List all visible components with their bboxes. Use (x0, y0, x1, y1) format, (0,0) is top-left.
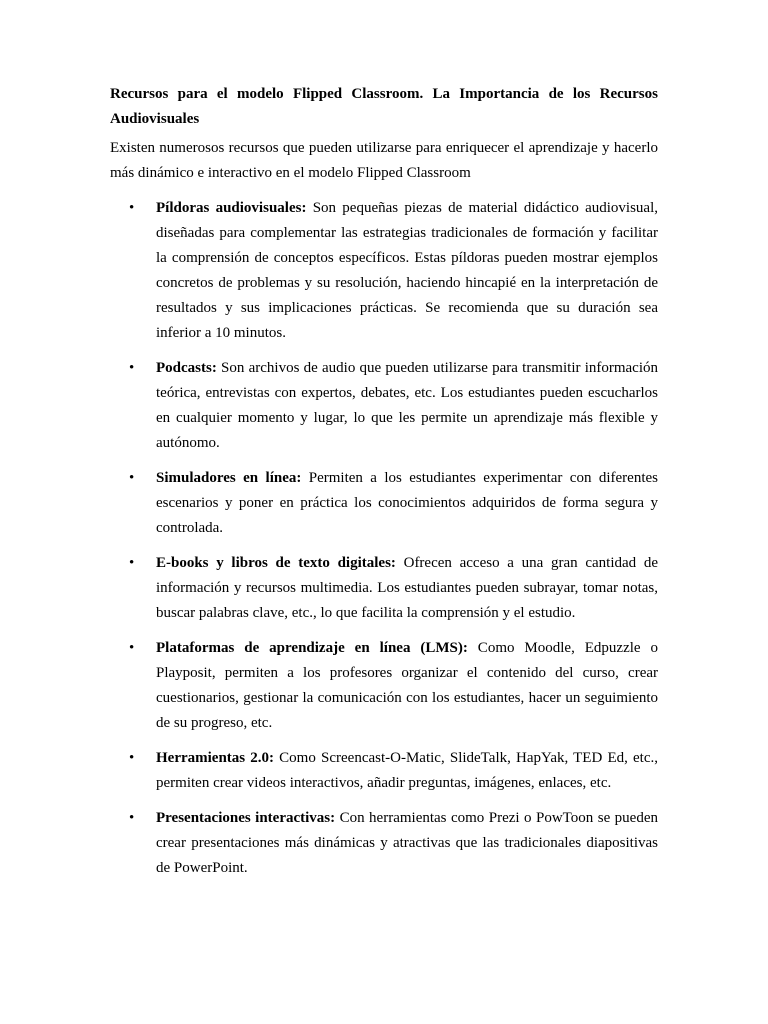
resource-list (110, 196, 658, 881)
list-item (110, 551, 658, 626)
item-term: Presentaciones interactivas: (156, 810, 336, 826)
list-item (110, 196, 658, 346)
bullet-icon: • (129, 360, 135, 376)
item-term: Herramientas 2.0: (156, 750, 275, 766)
document-page (110, 82, 658, 891)
item-text: Son pequeñas piezas de material didáctico audiovisual, diseñadas para complementar las estrategias tradicionales de formación y facilitar la comprensión de conceptos específicos. Estas píldoras pueden mostrar ejemplos concretos de problemas y su resolución, haciendo hincapié en la interpretación de resultados y sus implicaciones prácticas. Se recomienda que su duración sea inferior a 10 minutos. (156, 200, 658, 341)
list-item (110, 466, 658, 541)
item-term: E-books y libros de texto digitales: (156, 555, 396, 571)
item-text: Como Screencast-O-Matic, SlideTalk, HapYak, TED Ed, etc., permiten crear videos interactivos, añadir preguntas, imágenes, enlaces, etc. (156, 750, 658, 791)
bullet-icon: • (129, 470, 135, 486)
bullet-icon: • (129, 810, 135, 826)
bullet-icon: • (129, 555, 135, 571)
item-text: Con herramientas como Prezi o PowToon se pueden crear presentaciones más dinámicas y atractivas que las tradicionales diapositivas de PowerPoint. (156, 810, 658, 876)
bullet-icon: • (129, 200, 135, 216)
item-text: Ofrecen acceso a una gran cantidad de información y recursos multimedia. Los estudiantes pueden subrayar, tomar notas, buscar palabras clave, etc., lo que facilita la comprensión y el estudio. (156, 555, 658, 621)
item-term: Píldoras audiovisuales: (156, 200, 307, 216)
item-term: Simuladores en línea: (156, 470, 302, 486)
list-item (110, 806, 658, 881)
item-term: Podcasts: (156, 360, 217, 376)
bullet-icon: • (129, 750, 135, 766)
bullet-icon: • (129, 640, 135, 656)
list-item (110, 746, 658, 796)
item-text: Son archivos de audio que pueden utilizarse para transmitir información teórica, entrevistas con expertos, debates, etc. Los estudiantes pueden escucharlos en cualquier momento y lugar, lo que les permite un aprendizaje más flexible y autónomo. (156, 360, 658, 451)
list-item (110, 636, 658, 736)
item-term: Plataformas de aprendizaje en línea (LMS): (156, 640, 468, 656)
document-title: Recursos para el modelo Flipped Classroom. La Importancia de los Recursos Audiovisuales (110, 86, 658, 127)
intro-paragraph: Existen numerosos recursos que pueden utilizarse para enriquecer el aprendizaje y hacerlo más dinámico e interactivo en el modelo Flipped Classroom (110, 140, 658, 181)
list-item (110, 356, 658, 456)
item-text: Permiten a los estudiantes experimentar con diferentes escenarios y poner en práctica los conocimientos adquiridos de forma segura y controlada. (156, 470, 658, 536)
item-text: Como Moodle, Edpuzzle o Playposit, permiten a los profesores organizar el contenido del curso, crear cuestionarios, gestionar la comunicación con los estudiantes, hacer un seguimiento de su progreso, etc. (156, 640, 659, 731)
